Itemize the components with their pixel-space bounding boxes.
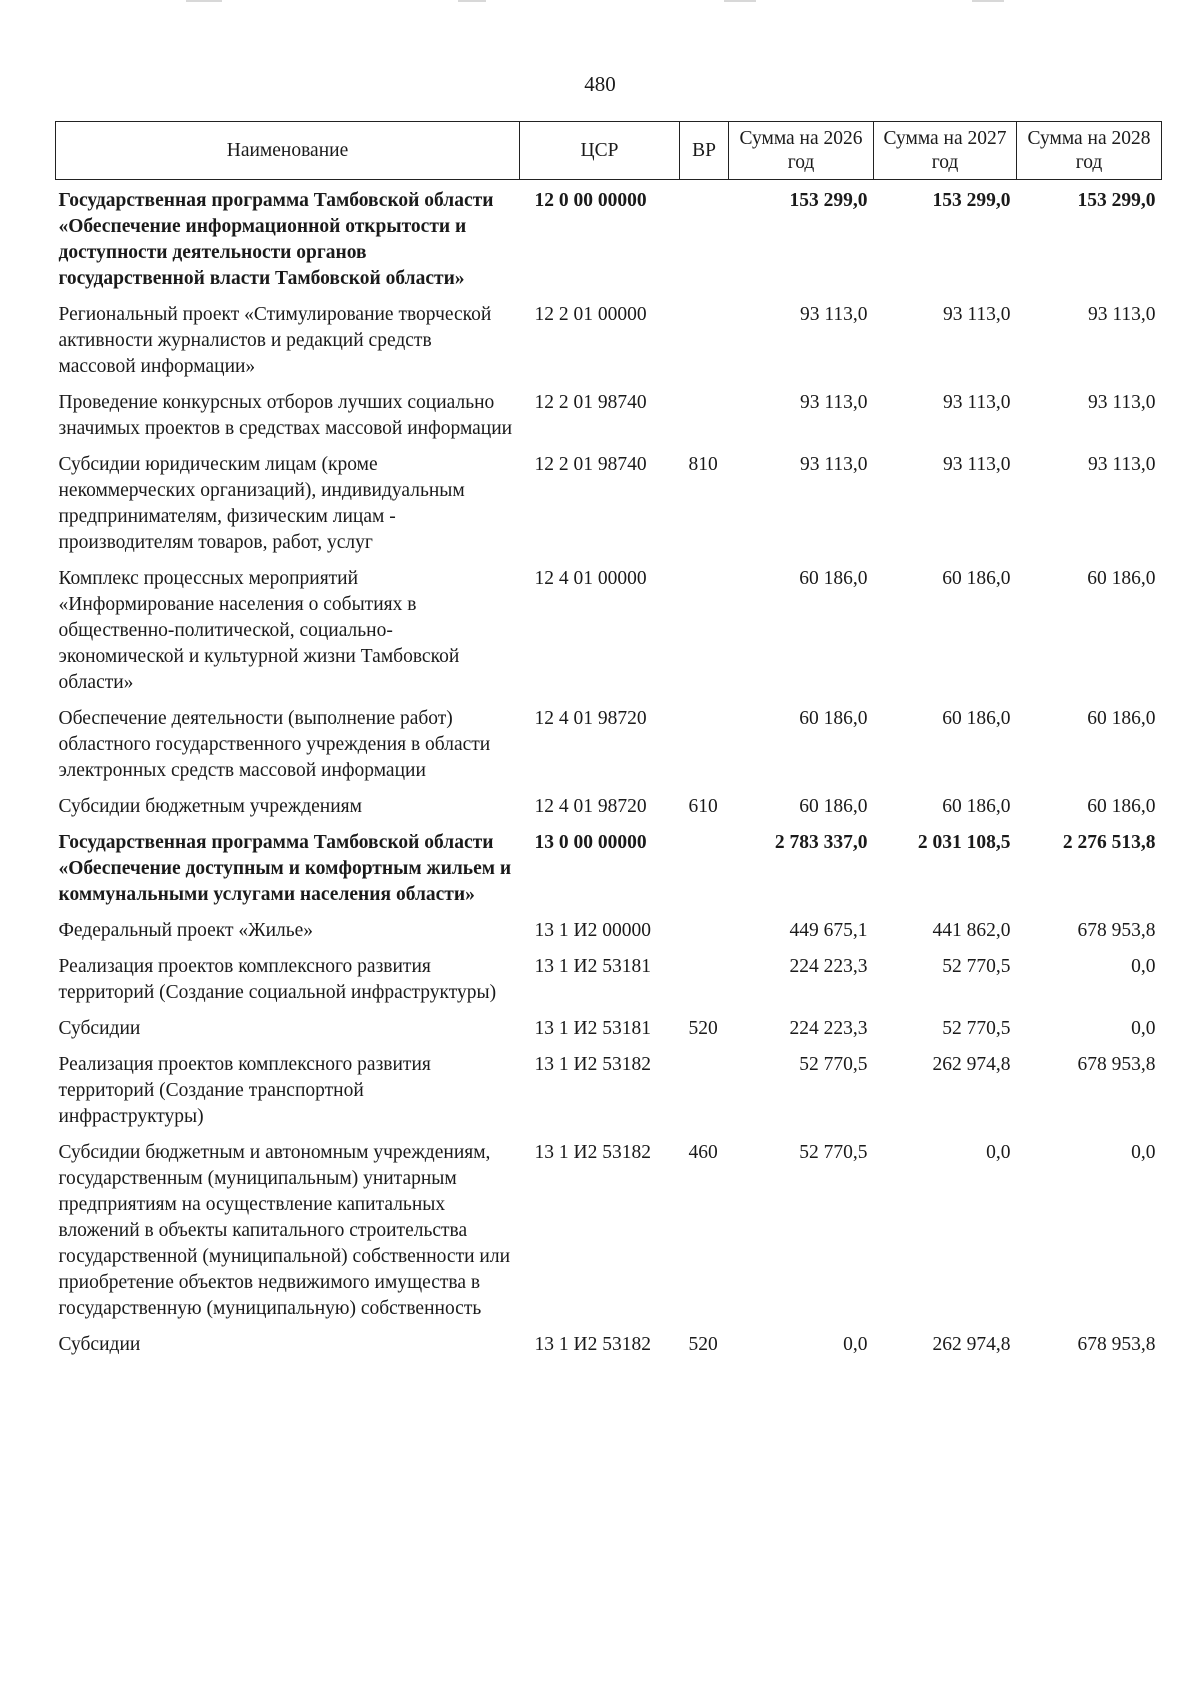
row-name: Реализация проектов комплексного развития территорий (Создание социальной инфраструктуры) [58,956,497,1003]
table-row [56,1046,1162,1134]
row-vr: 520 [688,1018,718,1039]
row-csr: 12 0 00 00000 [534,190,647,211]
row-name: Федеральный проект «Жилье» [58,920,314,941]
row-csr: 12 2 01 98740 [534,454,647,475]
row-sum-2027: 93 113,0 [942,304,1011,325]
row-sum-2027: 0,0 [986,1142,1011,1163]
row-sum-2027: 93 113,0 [942,454,1011,475]
row-sum-2026: 224 223,3 [789,1018,868,1039]
row-name: Субсидии бюджетным и автономным учреждениям, государственным (муниципальным) унитарным предприятиям на осуществление капитальных вложений в объекты капитального строительства государственной (муниципальной) собственности или приобретение объектов недвижимого имущества в государственную (муниципальную) собственность [58,1142,510,1319]
row-csr: 12 4 01 00000 [534,568,647,589]
row-sum-2028: 678 953,8 [1077,1054,1156,1075]
row-csr: 12 2 01 98740 [534,392,647,413]
budget-table [55,121,1162,1362]
row-vr: 460 [688,1142,718,1163]
header-name: Наименование [56,122,520,180]
row-sum-2028: 60 186,0 [1087,568,1156,589]
row-sum-2028: 93 113,0 [1087,392,1156,413]
row-sum-2027: 262 974,8 [932,1334,1011,1355]
row-sum-2027: 52 770,5 [942,956,1011,977]
row-vr: 610 [688,796,718,817]
row-csr: 13 1 И2 53182 [534,1142,651,1163]
table-body [56,180,1162,1363]
row-name: Субсидии юридическим лицам (кроме некоммерческих организаций), индивидуальным предпринимателям, физическим лицам - производителям товаров, работ, услуг [58,454,465,553]
row-vr: 520 [688,1334,718,1355]
row-sum-2026: 52 770,5 [799,1054,868,1075]
header-sum-2026: Сумма на 2026 год [729,122,874,180]
scan-artifact [724,0,756,2]
row-sum-2027: 262 974,8 [932,1054,1011,1075]
row-sum-2026: 224 223,3 [789,956,868,977]
header-row [56,122,1162,180]
row-sum-2026: 153 299,0 [789,190,868,211]
header-sum-2027: Сумма на 2027 год [874,122,1017,180]
header-sum-2028: Сумма на 2028 год [1017,122,1162,180]
row-vr [680,180,729,297]
row-vr [680,948,729,1010]
row-name: Обеспечение деятельности (выполнение работ) областного государственного учреждения в области электронных средств массовой информации [58,708,491,781]
row-sum-2028: 678 953,8 [1077,920,1156,941]
row-csr: 13 1 И2 53181 [534,1018,651,1039]
row-sum-2028: 0,0 [1131,1018,1156,1039]
row-sum-2027: 153 299,0 [932,190,1011,211]
row-csr: 13 0 00 00000 [534,832,647,853]
row-sum-2026: 60 186,0 [799,708,868,729]
row-sum-2027: 441 862,0 [932,920,1011,941]
row-csr: 12 4 01 98720 [534,708,647,729]
page-number: 480 [584,72,616,96]
row-sum-2026: 93 113,0 [799,304,868,325]
row-csr: 13 1 И2 53182 [534,1334,651,1355]
row-vr [680,700,729,788]
row-csr: 13 1 И2 53182 [534,1054,651,1075]
row-name: Региональный проект «Стимулирование творческой активности журналистов и редакций средств массовой информации» [58,304,492,377]
table-row [56,912,1162,948]
row-vr [680,384,729,446]
row-name: Субсидии бюджетным учреждениям [58,796,362,817]
table-row [56,296,1162,384]
row-sum-2027: 2 031 108,5 [917,832,1011,853]
row-name: Субсидии [58,1018,141,1039]
row-sum-2027: 60 186,0 [942,568,1011,589]
row-sum-2028: 60 186,0 [1087,796,1156,817]
row-sum-2026: 0,0 [843,1334,868,1355]
row-sum-2027: 52 770,5 [942,1018,1011,1039]
table-row [56,948,1162,1010]
table-row [56,560,1162,700]
row-vr [680,1046,729,1134]
row-name: Комплекс процессных мероприятий «Информирование населения о событиях в общественно-политической, социально-экономической и культурной жизни Тамбовской области» [58,568,460,693]
row-sum-2027: 60 186,0 [942,796,1011,817]
table-row [56,384,1162,446]
row-csr: 12 4 01 98720 [534,796,647,817]
table-header [56,122,1162,180]
row-sum-2028: 0,0 [1131,956,1156,977]
table-row [56,180,1162,297]
row-sum-2028: 93 113,0 [1087,454,1156,475]
row-sum-2026: 449 675,1 [789,920,868,941]
row-sum-2028: 60 186,0 [1087,708,1156,729]
row-sum-2028: 0,0 [1131,1142,1156,1163]
row-sum-2027: 60 186,0 [942,708,1011,729]
row-sum-2026: 93 113,0 [799,392,868,413]
row-sum-2026: 60 186,0 [799,796,868,817]
header-vr: ВР [680,122,729,180]
row-name: Проведение конкурсных отборов лучших социально значимых проектов в средствах массовой информации [58,392,513,439]
row-name: Государственная программа Тамбовской области «Обеспечение информационной открытости и доступности деятельности органов государственной власти Тамбовской области» [58,190,494,289]
table-row [56,700,1162,788]
table-row [56,1134,1162,1326]
row-sum-2028: 153 299,0 [1077,190,1156,211]
row-vr [680,296,729,384]
row-sum-2028: 2 276 513,8 [1062,832,1156,853]
table-row [56,1326,1162,1362]
row-sum-2026: 93 113,0 [799,454,868,475]
scan-artifact [186,0,222,2]
row-name: Реализация проектов комплексного развития территорий (Создание транспортной инфраструктуры) [58,1054,431,1127]
row-name: Субсидии [58,1334,141,1355]
row-vr [680,912,729,948]
table-row [56,788,1162,824]
row-vr: 810 [688,454,718,475]
row-vr [680,560,729,700]
table-row [56,824,1162,912]
row-sum-2027: 93 113,0 [942,392,1011,413]
row-sum-2026: 2 783 337,0 [774,832,868,853]
row-csr: 13 1 И2 53181 [534,956,651,977]
row-sum-2028: 678 953,8 [1077,1334,1156,1355]
scan-artifact [458,0,486,2]
row-csr: 13 1 И2 00000 [534,920,651,941]
row-name: Государственная программа Тамбовской области «Обеспечение доступным и комфортным жильем и коммунальными услугами населения области» [58,832,512,905]
row-csr: 12 2 01 00000 [534,304,647,325]
row-sum-2026: 52 770,5 [799,1142,868,1163]
header-csr: ЦСР [520,122,680,180]
scan-artifact [972,0,1004,2]
table-row [56,446,1162,560]
row-sum-2026: 60 186,0 [799,568,868,589]
table-row [56,1010,1162,1046]
row-sum-2028: 93 113,0 [1087,304,1156,325]
row-vr [680,824,729,912]
